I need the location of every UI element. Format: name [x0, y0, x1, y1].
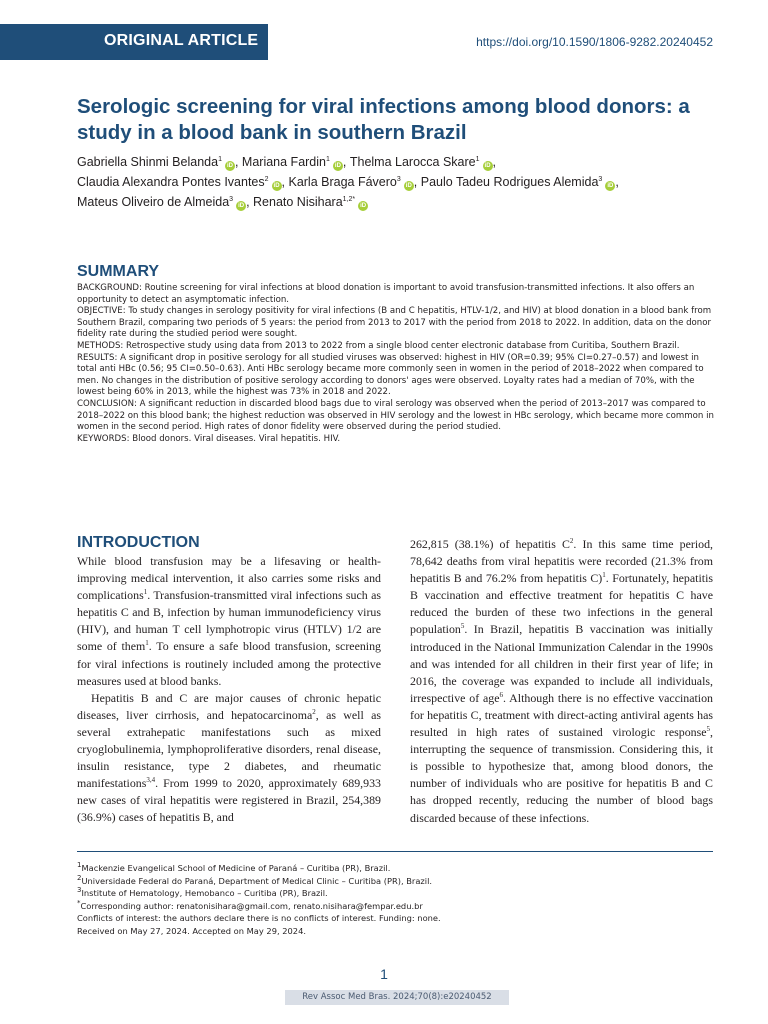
body-column-left	[77, 553, 381, 827]
author-name: Mateus Oliveiro de Almeida	[77, 195, 230, 209]
summary-results: RESULTS: A significant drop in positive serology for all studied viruses was observed: highest in HIV (OR=0.39; 95% CI=0.27–0.57) and lowest in total anti HBc (0.56; 95 CI=0.50–0.63). Anti HBc serology became more commonly seen in women in the period of 2018–2022 when compared to men. No changes in the distribution of positive serology according to donors' ages were observed. Loyalty rates had a median of 70%, with the lowest being 60% in 2013, while the highest was 73% in 2018 and 2022.	[77, 352, 704, 398]
author-affiliation: 3	[598, 175, 603, 183]
orcid-icon[interactable]: iD	[484, 163, 491, 169]
summary-methods: METHODS: Retrospective study using data from 2013 to 2022 from a single blood center electronic database from Curitiba, Southern Brazil.	[77, 340, 680, 351]
citation-ref: 3,4	[146, 776, 156, 785]
citation-ref: 1	[145, 639, 149, 648]
author	[253, 195, 368, 209]
citation-ref: 1	[602, 571, 606, 580]
author-name: Thelma Larocca Skare	[349, 155, 476, 169]
author-name: Karla Braga Fávero	[288, 175, 397, 189]
summary-conclusion: CONCLUSION: A significant reduction in discarded blood bags due to viral serology was observed when the period of 2013–2017 was compared to 2018–2022 on this blood bank; the highest reduction was observed in HIV serology and the lowest in HBc serology, which became more common in women in the second period. High rates of donor fidelity were observed during the period studied.	[77, 398, 714, 433]
corresponding-author: *Corresponding author: renatonisihara@gmail.com, renato.nisihara@fempar.edu.br	[77, 899, 423, 911]
affiliation-3: $^3$Institute of Hematology, Hemobanco – Curitiba (PR), Brazil.	[77, 886, 328, 899]
orcid-icon[interactable]: iD	[405, 183, 412, 189]
received-accepted-dates: Received on May 27, 2024. Accepted on May 29, 2024.	[77, 925, 307, 936]
affiliation-2: $^2$Universidade Federal do Paraná, Department of Medical Clinic – Curitiba (PR), Brazil.	[77, 873, 433, 886]
author-list	[77, 152, 707, 212]
citation-ref: 1	[143, 588, 148, 597]
doi-link[interactable]: https://doi.org/10.1590/1806-9282.20240452	[476, 35, 713, 49]
author-affiliation: 1	[475, 155, 480, 163]
journal-citation: Rev Assoc Med Bras. 2024;70(8):e20240452	[285, 990, 509, 1005]
conflicts-of-interest: Conflicts of interest: the authors declare there is no conflicts of interest. Funding: none.	[77, 913, 441, 924]
author-name: Claudia Alexandra Pontes Ivantes	[77, 175, 265, 189]
footnote-divider	[77, 851, 713, 852]
citation-ref: 2	[569, 537, 574, 546]
introduction-heading: INTRODUCTION	[77, 534, 200, 551]
author-affiliation: 3	[229, 195, 234, 203]
author-affiliation: 3	[396, 175, 401, 183]
author: Gabriella Shinmi Belanda$^1$iD ,	[77, 155, 242, 169]
author-affiliation: 1,2*	[342, 195, 356, 203]
orcid-icon[interactable]: iD	[334, 163, 341, 169]
author: Claudia Alexandra Pontes Ivantes$^2$iD ,	[77, 175, 289, 189]
summary-heading: SUMMARY	[77, 263, 160, 280]
body-column-right	[410, 536, 713, 827]
orcid-icon[interactable]: iD	[360, 203, 367, 209]
orcid-icon[interactable]: iD	[273, 183, 280, 189]
citation-ref: 5	[460, 622, 465, 631]
author-affiliation: 2	[264, 175, 269, 183]
article-title: Serologic screening for viral infections among blood donors: a study in a blood bank in southern Brazil	[77, 95, 690, 144]
article-type-label: ORIGINAL ARTICLE	[104, 32, 259, 49]
citation-ref: 6	[499, 690, 504, 699]
author-name: Paulo Tadeu Rodrigues Alemida	[420, 175, 599, 189]
author-affiliation: 1	[326, 155, 330, 163]
author: Thelma Larocca Skare$^1$iD ,	[349, 155, 497, 169]
footnotes	[77, 862, 713, 938]
author-name: Mariana Fardin	[241, 155, 326, 169]
intro-paragraph: Hepatitis B and C are major causes of chronic hepatic diseases, liver cirrhosis, and hepatocarcinoma$^2$, as well as several extrahepatic manifestations such as mixed cryoglobulinemia, lymphoproliferative disorders, renal disease, insulin resistance, type 2 diabetes, and rheumatic manifestations$^{3,4}$. From 1999 to 2020, approximately 689,933 new cases of viral hepatitis were registered in Brazil, 254,389 (36.9%) cases of hepatitis B, and	[77, 690, 381, 825]
intro-paragraph: While blood transfusion may be a lifesaving or health-improving medical intervention, it also carries some risks and complications$^1$. Transfusion-transmitted viral infections such as hepatitis C and B, infection by human immunodeficiency virus (HIV), and human T cell lymphotropic virus (HTLV) 1/2 are some of them$^1$. To ensure a safe blood transfusion, screening for viral infections is routinely included among the protective measures used at blood banks.	[77, 554, 381, 688]
orcid-icon[interactable]: iD	[607, 183, 614, 189]
citation-ref: 5	[706, 725, 711, 734]
summary-keywords: KEYWORDS: Blood donors. Viral diseases. Viral hepatitis. HIV.	[77, 433, 341, 444]
author: Paulo Tadeu Rodrigues Alemida$^3$iD ,	[420, 175, 619, 189]
page-number: 1	[380, 966, 388, 982]
author-name: Gabriella Shinmi Belanda	[77, 155, 219, 169]
summary-abstract	[77, 283, 714, 445]
author: Karla Braga Fávero$^3$iD ,	[288, 175, 421, 189]
author-affiliation: 1	[218, 155, 222, 163]
affiliation-1: $^1$Mackenzie Evangelical School of Medicine of Paraná – Curitiba (PR), Brazil.	[77, 861, 391, 873]
intro-paragraph: 262,815 (38.1%) of hepatitis $C^2$. In this same time period, 78,642 deaths from viral hepatitis were recorded (21.3% from hepatitis B and 76.2% from hepatitis C)$^1$. Fortunately, hepatitis B vaccination and effective treatment for hepatitis C have reduced the burden of these two infections in the general population$^5$. In Brazil, hepatitis B vaccination was initially introduced in the National Immunization Calendar in the 1990s and was intended for all children in their first year of life; in 2016, the coverage was expanded to include all individuals, irrespective of age$^6$. Although there is no effective vaccination for hepatitis C, treatment with direct-acting antiviral agents has resulted in high rates of sustained virologic response$^5$, interrupting the sequence of transmission. Considering this, it is possible to hypothesize that, among blood donors, the number of individuals who are positive for hepatitis B and C has dropped recently, reducing the number of blood bags discarded because of these infections.	[410, 537, 713, 825]
citation-ref: 2	[312, 707, 316, 716]
summary-background: BACKGROUND: Routine screening for viral infections at blood donation is important to avoid transfusion-transmitted infections. It also offers an opportunity to detect an asymptomatic infection.	[77, 283, 695, 305]
orcid-icon[interactable]: iD	[226, 163, 233, 169]
orcid-icon[interactable]: iD	[238, 203, 245, 209]
author-name: Renato Nisihara	[253, 195, 343, 209]
author: Mateus Oliveiro de Almeida$^3$iD ,	[77, 195, 254, 209]
author: Mariana Fardin$^1$iD ,	[241, 155, 350, 169]
summary-objective: OBJECTIVE: To study changes in serology positivity for viral infections (B and C hepatitis, HTLV-1/2, and HIV) at blood donation in a blood bank from Southern Brazil, comparing two periods of 5 years: the period from 2013 to 2017 with the period from 2018 to 2022. In addition, data on the donor fidelity rate during the studied period were sought.	[77, 306, 712, 340]
